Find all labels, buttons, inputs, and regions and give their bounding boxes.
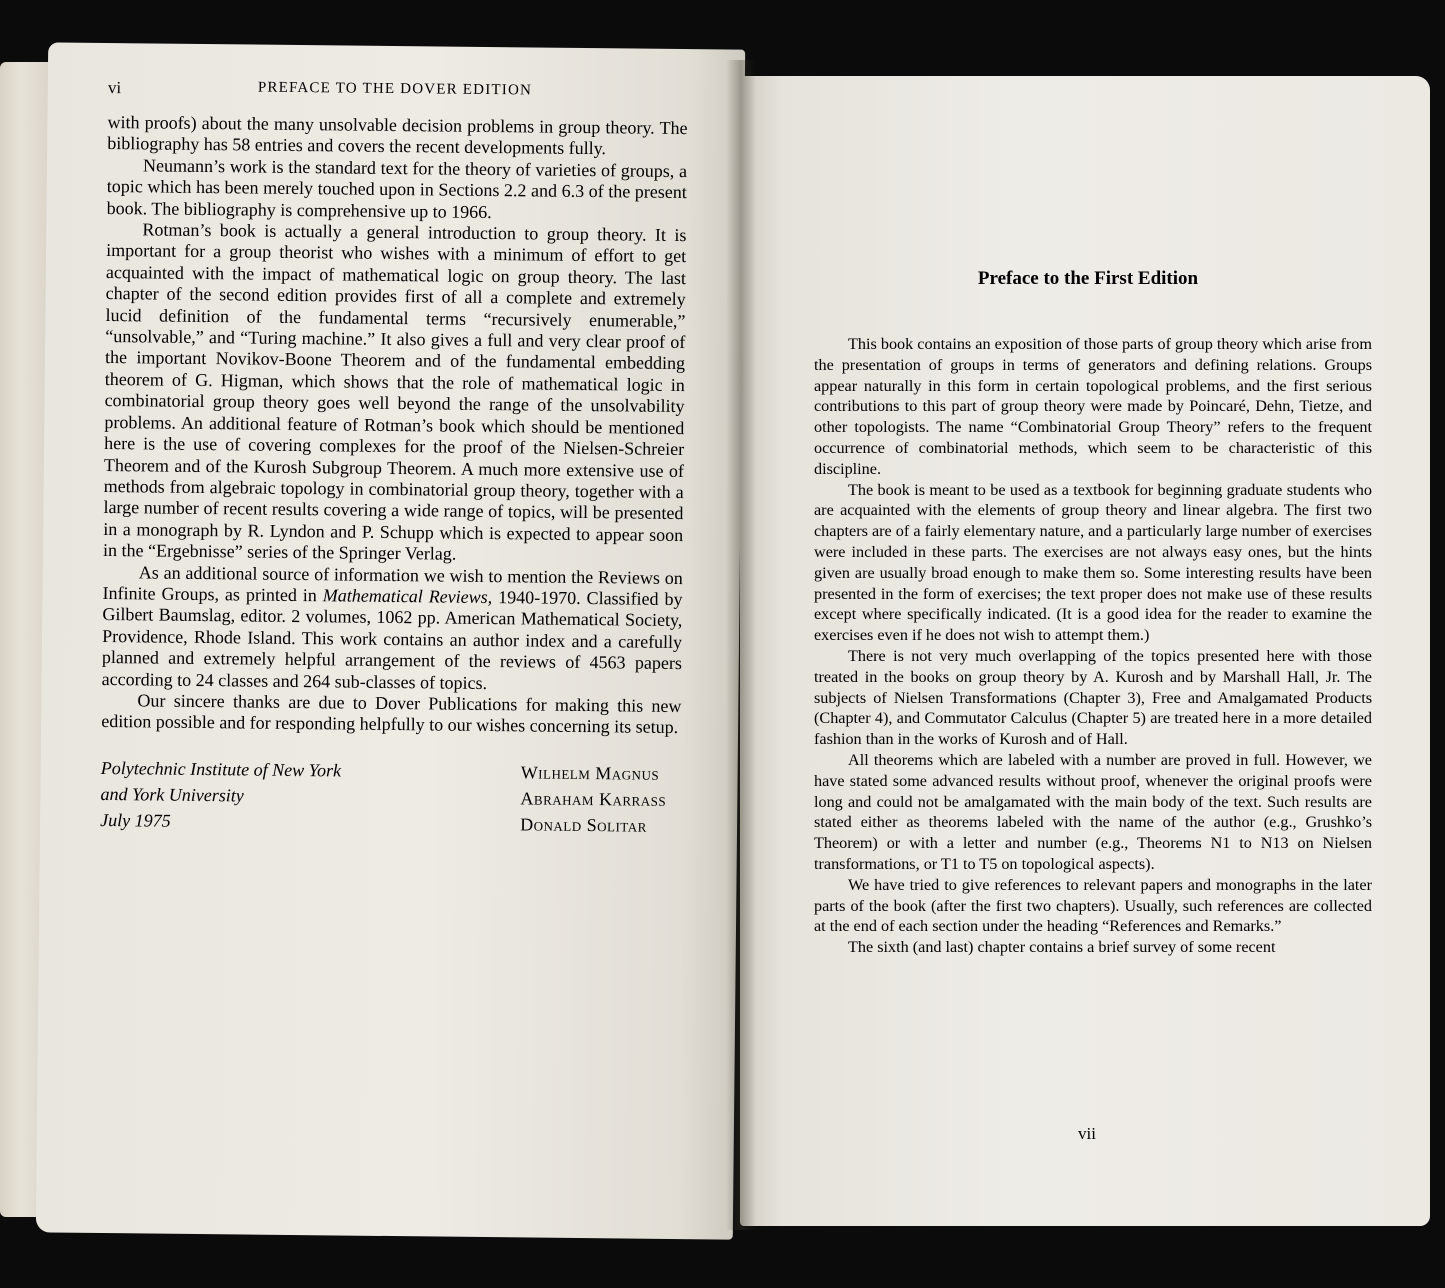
text-run: 1940-1970. Classified by Gilbert Baumslag, editor. 2 volumes, 1062 pp. American Mathematical Society, Providence, Rhode Island. This work contains an author index and a carefully planned and extremely helpful arrangement of the reviews of 4563 papers according to 24 classes and 264 sub-classes of topics. [101,586,683,693]
paragraph: Neumann’s work is the standard text for the theory of varieties of groups, a topic which has been merely touched upon in Sections 2.2 and 6.3 of the present book. The bibliography is comprehensive up to 1966. [106,155,688,222]
journal-title: Mathematical Reviews, [322,585,493,607]
paragraph: with proofs) about the many unsolvable decision problems in group theory. The bibliography has 58 entries and covers the recent developments fully. [107,111,688,159]
author-name: Donald Solitar [520,814,647,836]
paragraph: Our sincere thanks are due to Dover Publications for making this new edition possible and for responding helpfully to our wishes concerning its setup. [101,690,682,738]
paragraph [102,562,683,697]
paragraph: All theorems which are labeled with a number are proved in full. However, we have stated some advanced results without proof, whenever the original proofs were long and could not be amalgamated with the main body of the text. Such results are stated either as theorems labeled with the name of the author (e.g., Grushko’s Theorem) or with a letter and number (e.g., Theorems N1 to N13 on Nielsen transformations, or T1 to T5 on topological aspects). [814,750,1372,873]
page-number: vii [1078,1124,1096,1143]
place-line: and York University [100,783,244,806]
author-name: Wilhelm Magnus [520,762,660,784]
section-title: Preface to the First Edition [977,268,1199,289]
running-head-title: PREFACE TO THE DOVER EDITION [257,79,533,99]
place-line: Polytechnic Institute of New York [100,757,342,781]
signature-place [100,755,341,836]
left-page-content [100,78,688,839]
paragraph: The sixth (and last) chapter contains a brief survey of some recent [848,938,1276,957]
paragraph: The book is meant to be used as a textbook for beginning graduate students who are acquainted with the elements of group theory and linear algebra. The first two chapters are of a fairly elementary nature, and a particularly large number of exercises were included in these parts. The exercises are not always easy ones, but the hints given are usually broad enough to make them so. Some interesting results have been presented in the form of exercises; the text proper does not make use of these results except where specifically indicated. (It is a good idea for the reader to examine the exercises even if he does not wish to attempt them.) [814,480,1372,645]
paragraph: We have tried to give references to relevant papers and monographs in the later parts of the book (after the first two chapters). Usually, such references are collected at the end of each section under the heading “References and Remarks.” [814,875,1372,936]
signature-block [100,755,681,839]
paragraph: This book contains an exposition of those parts of group theory which arise from the presentation of groups in terms of generators and defining relations. Groups appear naturally in this form in certain topological problems, and the first serious contributions to this part of group theory were made by Poincaré, Dehn, Tietze, and other topologists. The name “Combinatorial Group Theory” refers to the frequent occurrence of combinatorial methods, which seem to be characteristic of this discipline. [814,335,1372,478]
left-body-text [101,112,687,739]
paragraph: Rotman’s book is actually a general introduction to group theory. It is important for a group theorist who wishes with a minimum of effort to get acquainted with the impact of mathematical logic on group theory. The last chapter of the second edition provides first of all a complete and extremely lucid definition of the fundamental terms “recursively enumerable,” “unsolvable,” and “Turing machine.” It also gives a full and very clear proof of the important Novikov-Boone Theorem and of the fundamental embedding theorem of G. Higman, which shows that the role of mathematical logic in combinatorial group theory goes well beyond the range of the unsolvability problems. An additional feature of Rotman’s book which should be mentioned here is the use of covering complexes for the proof of the Nielsen-Schreier Theorem and of the Kurosh Subgroup Theorem. A much more extensive use of methods from algebraic topology in combinatorial group theory, together with a large number of recent results covering a wide range of topics, will be presented in a monograph by R. Lyndon and P. Schupp which is expected to appear soon in the “Ergebnisse” series of the Springer Verlag. [102,219,687,564]
signature-names [520,759,681,839]
right-page-content [814,268,1372,958]
place-line: July 1975 [100,809,171,831]
page-number: vi [107,78,122,98]
author-name: Abraham Karrass [520,788,667,810]
text-run: As an additional source of information we wish to mention the Reviews on Infinite Groups, as printed in [102,561,683,606]
right-body-text [814,334,1372,958]
paragraph: There is not very much overlapping of the topics presented here with those treated in the books on group theory by A. Kurosh and by Marshall Hall, Jr. The subjects of Nielsen Transformations (Chapter 3), Free and Amalgamated Products (Chapter 4), and Commutator Calculus (Chapter 5) are treated here in a more detailed fashion than in the works of Kurosh and of Hall. [814,646,1372,749]
book-gutter [726,60,756,1230]
